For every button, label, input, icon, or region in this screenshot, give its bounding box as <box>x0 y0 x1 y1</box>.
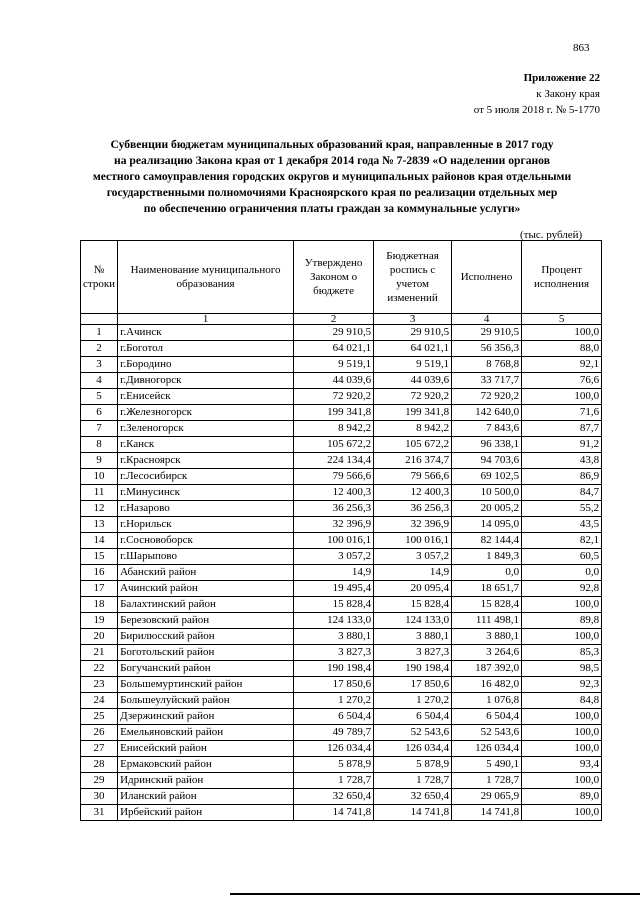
row-number-cell: 8 <box>81 437 118 453</box>
schedule-cell: 14 741,8 <box>374 805 452 821</box>
row-number-cell: 16 <box>81 565 118 581</box>
table-row <box>81 357 602 373</box>
municipality-name-cell: Ирбейский район <box>118 805 294 821</box>
approved-cell: 3 827,3 <box>294 645 374 661</box>
schedule-cell: 32 650,4 <box>374 789 452 805</box>
percent-cell: 87,7 <box>522 421 602 437</box>
percent-cell: 55,2 <box>522 501 602 517</box>
row-number-cell: 22 <box>81 661 118 677</box>
approved-cell: 14 741,8 <box>294 805 374 821</box>
executed-cell: 18 651,7 <box>452 581 522 597</box>
document-title-line: местного самоуправления городских округов и муниципальных районов края отдельными <box>92 170 572 183</box>
approved-cell: 3 057,2 <box>294 549 374 565</box>
executed-cell: 8 768,8 <box>452 357 522 373</box>
approved-cell: 32 396,9 <box>294 517 374 533</box>
executed-cell: 3 880,1 <box>452 629 522 645</box>
percent-cell: 92,8 <box>522 581 602 597</box>
table-row <box>81 517 602 533</box>
schedule-cell: 124 133,0 <box>374 613 452 629</box>
schedule-cell: 52 543,6 <box>374 725 452 741</box>
table-row <box>81 581 602 597</box>
units-label: (тыс. рублей) <box>520 229 583 241</box>
approved-cell: 1 728,7 <box>294 773 374 789</box>
schedule-cell: 199 341,8 <box>374 405 452 421</box>
municipality-name-cell: Ермаковский район <box>118 757 294 773</box>
municipality-name-cell: г.Канск <box>118 437 294 453</box>
schedule-cell: 32 396,9 <box>374 517 452 533</box>
row-number-cell: 10 <box>81 469 118 485</box>
municipality-name-cell: Богучанский район <box>118 661 294 677</box>
table-row <box>81 501 602 517</box>
row-number-cell: 21 <box>81 645 118 661</box>
row-number-cell: 7 <box>81 421 118 437</box>
municipality-name-cell: Дзержинский район <box>118 709 294 725</box>
schedule-cell: 44 039,6 <box>374 373 452 389</box>
municipality-name-cell: г.Сосновоборск <box>118 533 294 549</box>
row-number-cell: 31 <box>81 805 118 821</box>
percent-cell: 100,0 <box>522 709 602 725</box>
municipality-name-cell: Большемуртинский район <box>118 677 294 693</box>
schedule-cell: 5 878,9 <box>374 757 452 773</box>
appendix-block <box>340 70 600 118</box>
municipality-name-cell: г.Боготол <box>118 341 294 357</box>
table-row <box>81 373 602 389</box>
percent-cell: 100,0 <box>522 325 602 341</box>
schedule-cell: 12 400,3 <box>374 485 452 501</box>
executed-cell: 29 910,5 <box>452 325 522 341</box>
percent-cell: 93,4 <box>522 757 602 773</box>
table-row <box>81 437 602 453</box>
municipality-name-cell: г.Енисейск <box>118 389 294 405</box>
page-number: 863 <box>573 42 590 54</box>
table-row <box>81 709 602 725</box>
header-row-number: № строки <box>81 241 118 314</box>
percent-cell: 76,6 <box>522 373 602 389</box>
approved-cell: 15 828,4 <box>294 597 374 613</box>
table-row <box>81 453 602 469</box>
row-number-cell: 9 <box>81 453 118 469</box>
table-row <box>81 645 602 661</box>
municipality-name-cell: г.Красноярск <box>118 453 294 469</box>
approved-cell: 64 021,1 <box>294 341 374 357</box>
percent-cell: 84,8 <box>522 693 602 709</box>
percent-cell: 100,0 <box>522 725 602 741</box>
executed-cell: 142 640,0 <box>452 405 522 421</box>
percent-cell: 92,1 <box>522 357 602 373</box>
municipality-name-cell: Иланский район <box>118 789 294 805</box>
table-row <box>81 421 602 437</box>
schedule-cell: 6 504,4 <box>374 709 452 725</box>
municipality-name-cell: г.Лесосибирск <box>118 469 294 485</box>
table-row <box>81 693 602 709</box>
percent-cell: 60,5 <box>522 549 602 565</box>
table-row <box>81 773 602 789</box>
table-row <box>81 389 602 405</box>
row-number-cell: 6 <box>81 405 118 421</box>
approved-cell: 29 910,5 <box>294 325 374 341</box>
executed-cell: 20 005,2 <box>452 501 522 517</box>
municipality-name-cell: г.Назарово <box>118 501 294 517</box>
percent-cell: 89,0 <box>522 789 602 805</box>
header-executed: Исполнено <box>452 241 522 314</box>
column-number: 4 <box>452 314 522 325</box>
executed-cell: 126 034,4 <box>452 741 522 757</box>
approved-cell: 12 400,3 <box>294 485 374 501</box>
row-number-cell: 14 <box>81 533 118 549</box>
table-row <box>81 629 602 645</box>
column-number: 3 <box>374 314 452 325</box>
header-execution-percent: Процент исполнения <box>522 241 602 314</box>
municipality-name-cell: Березовский район <box>118 613 294 629</box>
municipality-name-cell: г.Железногорск <box>118 405 294 421</box>
percent-cell: 86,9 <box>522 469 602 485</box>
approved-cell: 100 016,1 <box>294 533 374 549</box>
executed-cell: 1 849,3 <box>452 549 522 565</box>
document-title-line: по обеспечению ограничения платы граждан за коммунальные услуги» <box>143 202 521 215</box>
approved-cell: 9 519,1 <box>294 357 374 373</box>
schedule-cell: 8 942,2 <box>374 421 452 437</box>
municipality-name-cell: г.Шарыпово <box>118 549 294 565</box>
row-number-cell: 3 <box>81 357 118 373</box>
table-row <box>81 405 602 421</box>
approved-cell: 72 920,2 <box>294 389 374 405</box>
appendix-law-date: от 5 июля 2018 г. № 5-1770 <box>473 104 600 116</box>
column-number: 1 <box>118 314 294 325</box>
municipality-name-cell: Балахтинский район <box>118 597 294 613</box>
schedule-cell: 126 034,4 <box>374 741 452 757</box>
table-row <box>81 565 602 581</box>
approved-cell: 199 341,8 <box>294 405 374 421</box>
approved-cell: 5 878,9 <box>294 757 374 773</box>
approved-cell: 49 789,7 <box>294 725 374 741</box>
column-number <box>81 314 118 325</box>
executed-cell: 56 356,3 <box>452 341 522 357</box>
percent-cell: 100,0 <box>522 741 602 757</box>
header-budget-schedule: Бюджетная роспись с учетом изменений <box>374 241 452 314</box>
approved-cell: 124 133,0 <box>294 613 374 629</box>
schedule-cell: 100 016,1 <box>374 533 452 549</box>
percent-cell: 100,0 <box>522 597 602 613</box>
row-number-cell: 30 <box>81 789 118 805</box>
row-number-cell: 29 <box>81 773 118 789</box>
percent-cell: 100,0 <box>522 773 602 789</box>
percent-cell: 82,1 <box>522 533 602 549</box>
row-number-cell: 5 <box>81 389 118 405</box>
schedule-cell: 72 920,2 <box>374 389 452 405</box>
approved-cell: 224 134,4 <box>294 453 374 469</box>
row-number-cell: 19 <box>81 613 118 629</box>
municipality-name-cell: г.Бородино <box>118 357 294 373</box>
approved-cell: 19 495,4 <box>294 581 374 597</box>
schedule-cell: 29 910,5 <box>374 325 452 341</box>
row-number-cell: 27 <box>81 741 118 757</box>
table-row <box>81 613 602 629</box>
table-row <box>81 469 602 485</box>
executed-cell: 0,0 <box>452 565 522 581</box>
row-number-cell: 13 <box>81 517 118 533</box>
municipality-name-cell: Енисейский район <box>118 741 294 757</box>
executed-cell: 5 490,1 <box>452 757 522 773</box>
schedule-cell: 17 850,6 <box>374 677 452 693</box>
percent-cell: 100,0 <box>522 805 602 821</box>
document-title-line: государственными полномочиями Красноярского края по реализации отдельных мер <box>106 186 558 199</box>
approved-cell: 1 270,2 <box>294 693 374 709</box>
row-number-cell: 18 <box>81 597 118 613</box>
appendix-law-reference: к Закону края <box>536 88 600 100</box>
row-number-cell: 25 <box>81 709 118 725</box>
column-number: 5 <box>522 314 602 325</box>
executed-cell: 52 543,6 <box>452 725 522 741</box>
table-row <box>81 677 602 693</box>
approved-cell: 105 672,2 <box>294 437 374 453</box>
schedule-cell: 64 021,1 <box>374 341 452 357</box>
row-number-cell: 28 <box>81 757 118 773</box>
municipality-name-cell: Боготольский район <box>118 645 294 661</box>
percent-cell: 98,5 <box>522 661 602 677</box>
approved-cell: 36 256,3 <box>294 501 374 517</box>
table-row <box>81 661 602 677</box>
municipality-name-cell: г.Дивногорск <box>118 373 294 389</box>
percent-cell: 43,8 <box>522 453 602 469</box>
row-number-cell: 2 <box>81 341 118 357</box>
executed-cell: 1 728,7 <box>452 773 522 789</box>
approved-cell: 14,9 <box>294 565 374 581</box>
table-row <box>81 325 602 341</box>
table-row <box>81 805 602 821</box>
executed-cell: 6 504,4 <box>452 709 522 725</box>
schedule-cell: 1 728,7 <box>374 773 452 789</box>
schedule-cell: 20 095,4 <box>374 581 452 597</box>
header-approved-by-law: Утверждено Законом о бюджете <box>294 241 374 314</box>
row-number-cell: 23 <box>81 677 118 693</box>
schedule-cell: 9 519,1 <box>374 357 452 373</box>
table-row <box>81 533 602 549</box>
municipality-name-cell: Идринский район <box>118 773 294 789</box>
schedule-cell: 79 566,6 <box>374 469 452 485</box>
municipality-name-cell: г.Минусинск <box>118 485 294 501</box>
executed-cell: 14 095,0 <box>452 517 522 533</box>
table-row <box>81 549 602 565</box>
executed-cell: 7 843,6 <box>452 421 522 437</box>
executed-cell: 1 076,8 <box>452 693 522 709</box>
executed-cell: 69 102,5 <box>452 469 522 485</box>
executed-cell: 14 741,8 <box>452 805 522 821</box>
approved-cell: 3 880,1 <box>294 629 374 645</box>
percent-cell: 71,6 <box>522 405 602 421</box>
percent-cell: 88,0 <box>522 341 602 357</box>
table-row <box>81 597 602 613</box>
municipality-name-cell: Бирилюсский район <box>118 629 294 645</box>
percent-cell: 0,0 <box>522 565 602 581</box>
approved-cell: 6 504,4 <box>294 709 374 725</box>
appendix-title: Приложение 22 <box>523 72 600 84</box>
schedule-cell: 3 880,1 <box>374 629 452 645</box>
schedule-cell: 14,9 <box>374 565 452 581</box>
percent-cell: 89,8 <box>522 613 602 629</box>
document-title-line: Субвенции бюджетам муниципальных образований края, направленные в 2017 году <box>110 138 554 151</box>
row-number-cell: 24 <box>81 693 118 709</box>
municipality-name-cell: Абанский район <box>118 565 294 581</box>
document-title <box>62 137 602 217</box>
table-row <box>81 789 602 805</box>
percent-cell: 43,5 <box>522 517 602 533</box>
approved-cell: 44 039,6 <box>294 373 374 389</box>
row-number-cell: 17 <box>81 581 118 597</box>
row-number-cell: 4 <box>81 373 118 389</box>
header-municipality-name: Наименование муниципального образования <box>118 241 294 314</box>
table-header-row <box>81 241 602 314</box>
percent-cell: 91,2 <box>522 437 602 453</box>
municipality-name-cell: Большеулуйский район <box>118 693 294 709</box>
schedule-cell: 15 828,4 <box>374 597 452 613</box>
column-number: 2 <box>294 314 374 325</box>
approved-cell: 32 650,4 <box>294 789 374 805</box>
executed-cell: 72 920,2 <box>452 389 522 405</box>
row-number-cell: 20 <box>81 629 118 645</box>
executed-cell: 82 144,4 <box>452 533 522 549</box>
subventions-table <box>80 240 602 821</box>
percent-cell: 85,3 <box>522 645 602 661</box>
executed-cell: 29 065,9 <box>452 789 522 805</box>
row-number-cell: 1 <box>81 325 118 341</box>
approved-cell: 79 566,6 <box>294 469 374 485</box>
executed-cell: 33 717,7 <box>452 373 522 389</box>
schedule-cell: 216 374,7 <box>374 453 452 469</box>
executed-cell: 96 338,1 <box>452 437 522 453</box>
schedule-cell: 3 827,3 <box>374 645 452 661</box>
percent-cell: 100,0 <box>522 629 602 645</box>
executed-cell: 15 828,4 <box>452 597 522 613</box>
executed-cell: 16 482,0 <box>452 677 522 693</box>
approved-cell: 190 198,4 <box>294 661 374 677</box>
percent-cell: 100,0 <box>522 389 602 405</box>
row-number-cell: 15 <box>81 549 118 565</box>
column-numbering-row <box>81 314 602 325</box>
row-number-cell: 26 <box>81 725 118 741</box>
document-title-line: на реализацию Закона края от 1 декабря 2014 года № 7-2839 «О наделении органов <box>114 154 550 167</box>
percent-cell: 84,7 <box>522 485 602 501</box>
municipality-name-cell: Емельяновский район <box>118 725 294 741</box>
executed-cell: 10 500,0 <box>452 485 522 501</box>
schedule-cell: 3 057,2 <box>374 549 452 565</box>
municipality-name-cell: Ачинский район <box>118 581 294 597</box>
table-body <box>81 325 602 821</box>
municipality-name-cell: г.Зеленогорск <box>118 421 294 437</box>
executed-cell: 3 264,6 <box>452 645 522 661</box>
approved-cell: 17 850,6 <box>294 677 374 693</box>
table-row <box>81 757 602 773</box>
table-row <box>81 485 602 501</box>
table-row <box>81 741 602 757</box>
schedule-cell: 105 672,2 <box>374 437 452 453</box>
executed-cell: 187 392,0 <box>452 661 522 677</box>
row-number-cell: 11 <box>81 485 118 501</box>
approved-cell: 8 942,2 <box>294 421 374 437</box>
municipality-name-cell: г.Ачинск <box>118 325 294 341</box>
schedule-cell: 36 256,3 <box>374 501 452 517</box>
row-number-cell: 12 <box>81 501 118 517</box>
schedule-cell: 1 270,2 <box>374 693 452 709</box>
executed-cell: 111 498,1 <box>452 613 522 629</box>
table-row <box>81 725 602 741</box>
table-row <box>81 341 602 357</box>
schedule-cell: 190 198,4 <box>374 661 452 677</box>
approved-cell: 126 034,4 <box>294 741 374 757</box>
footer-rule <box>230 893 640 895</box>
municipality-name-cell: г.Норильск <box>118 517 294 533</box>
executed-cell: 94 703,6 <box>452 453 522 469</box>
percent-cell: 92,3 <box>522 677 602 693</box>
